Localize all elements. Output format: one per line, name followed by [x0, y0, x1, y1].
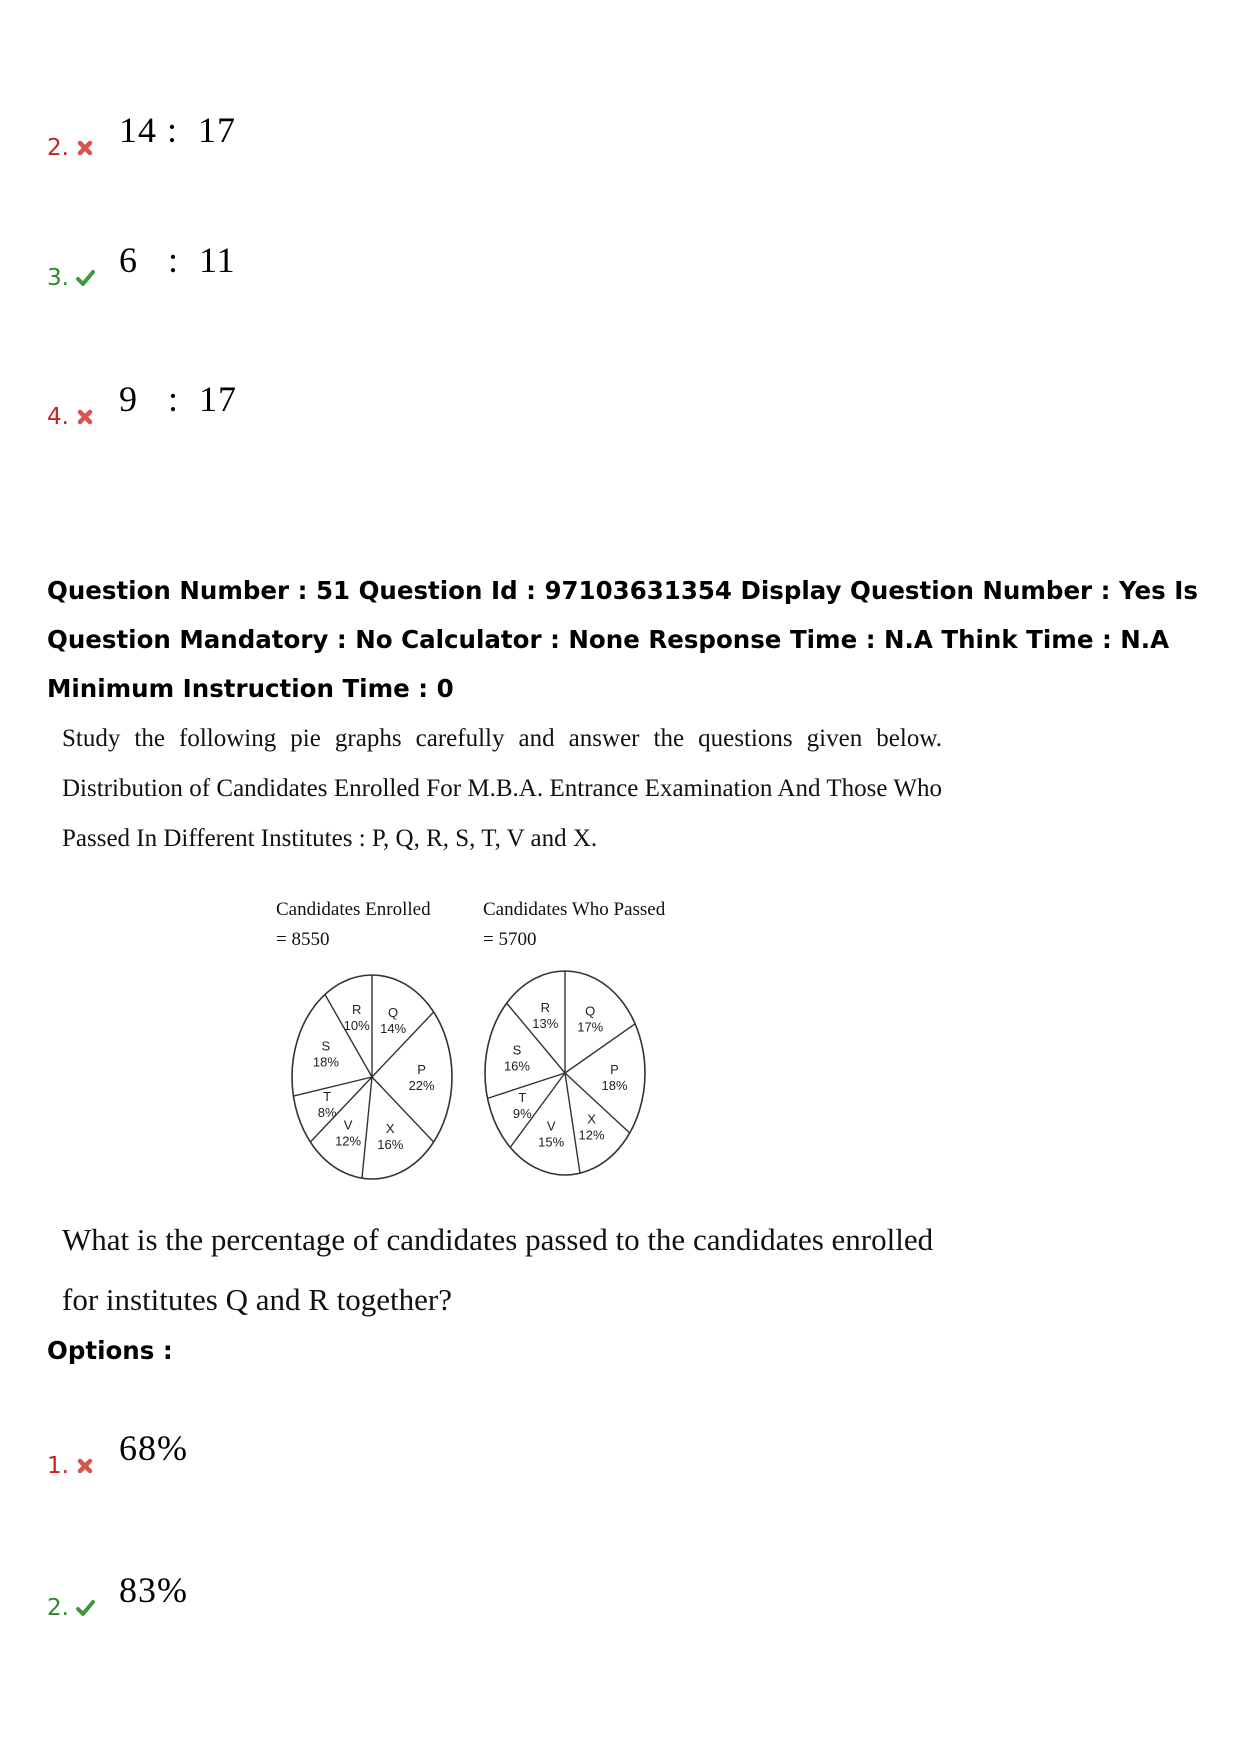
question-meta: Question Number : 51 Question Id : 97103631354 Display Question Number : Yes Is Question Mandatory : No Calculator : None Response Time : N.A Think Time : N.A Minimum Instruction Time : 0	[47, 576, 1198, 703]
cross-icon	[75, 407, 95, 427]
option-number: 1.	[47, 1453, 69, 1479]
question-text: What is the percentage of candidates passed to the candidates enrolled for institutes Q and R together?	[62, 1222, 934, 1317]
slice-label-q: Q	[388, 1004, 399, 1020]
chart-title: Candidates Enrolled	[276, 899, 431, 920]
question-stem: Study the following pie graphs carefully and answer the questions given below. Distribution of Candidates Enrolled For M.B.A. Entrance Examination And Those Who Passed In Different Institutes : P, Q, R, S, T, V and X.	[62, 725, 942, 852]
pie-enrolled	[276, 899, 452, 1179]
option-number: 4.	[47, 404, 69, 430]
prev-option[interactable]	[47, 112, 236, 160]
slice-value-t: 9%	[512, 1106, 532, 1122]
chart-subtitle: = 8550	[276, 929, 330, 950]
slice-value-p: 18%	[601, 1077, 628, 1093]
option-number: 2.	[47, 135, 69, 161]
slice-label-t: T	[323, 1088, 332, 1104]
slice-label-p: P	[610, 1061, 619, 1077]
slice-label-x: X	[385, 1120, 395, 1136]
check-icon	[75, 268, 95, 288]
option-number: 3.	[47, 265, 69, 291]
slice-label-p: P	[417, 1062, 426, 1077]
option-value: 14 : 17	[118, 110, 236, 150]
slice-value-r: 10%	[343, 1017, 370, 1033]
prev-option[interactable]	[47, 381, 237, 429]
slice-value-s: 16%	[503, 1058, 530, 1074]
option-value: 6 : 11	[118, 240, 236, 280]
slice-value-q: 17%	[577, 1019, 604, 1035]
option-value: 9 : 17	[118, 379, 237, 419]
slice-value-x: 12%	[578, 1127, 605, 1143]
slice-label-v: V	[546, 1118, 556, 1134]
option[interactable]	[47, 1572, 188, 1620]
slice-label-r: R	[351, 1001, 362, 1017]
slice-label-v: V	[343, 1117, 353, 1133]
slice-label-t: T	[518, 1090, 527, 1106]
options-heading: Options :	[47, 1336, 173, 1365]
option[interactable]	[47, 1430, 188, 1478]
slice-value-v: 15%	[538, 1134, 565, 1150]
slice-label-r: R	[540, 999, 550, 1015]
check-icon	[75, 1598, 95, 1618]
cross-icon	[75, 1456, 95, 1476]
slice-value-r: 13%	[532, 1015, 559, 1031]
chart-subtitle: = 5700	[483, 929, 537, 950]
slice-value-v: 12%	[335, 1133, 362, 1149]
slice-value-q: 14%	[380, 1020, 407, 1036]
chart-title: Candidates Who Passed	[483, 899, 666, 920]
option-value: 83%	[118, 1570, 188, 1610]
option-number: 2.	[47, 1595, 69, 1621]
slice-label-s: S	[321, 1038, 331, 1054]
slice-value-x: 16%	[377, 1136, 404, 1152]
slice-value-t: 8%	[317, 1104, 337, 1120]
pie-charts	[250, 885, 680, 1200]
slice-label-q: Q	[585, 1003, 596, 1019]
prev-option[interactable]	[47, 242, 236, 290]
option-value: 68%	[118, 1428, 188, 1468]
cross-icon	[75, 138, 95, 158]
slice-label-x: X	[587, 1111, 596, 1127]
pie-passed	[483, 899, 666, 1175]
slice-value-p: 22%	[408, 1078, 435, 1093]
slice-value-s: 18%	[312, 1054, 339, 1070]
slice-label-s: S	[512, 1042, 522, 1058]
